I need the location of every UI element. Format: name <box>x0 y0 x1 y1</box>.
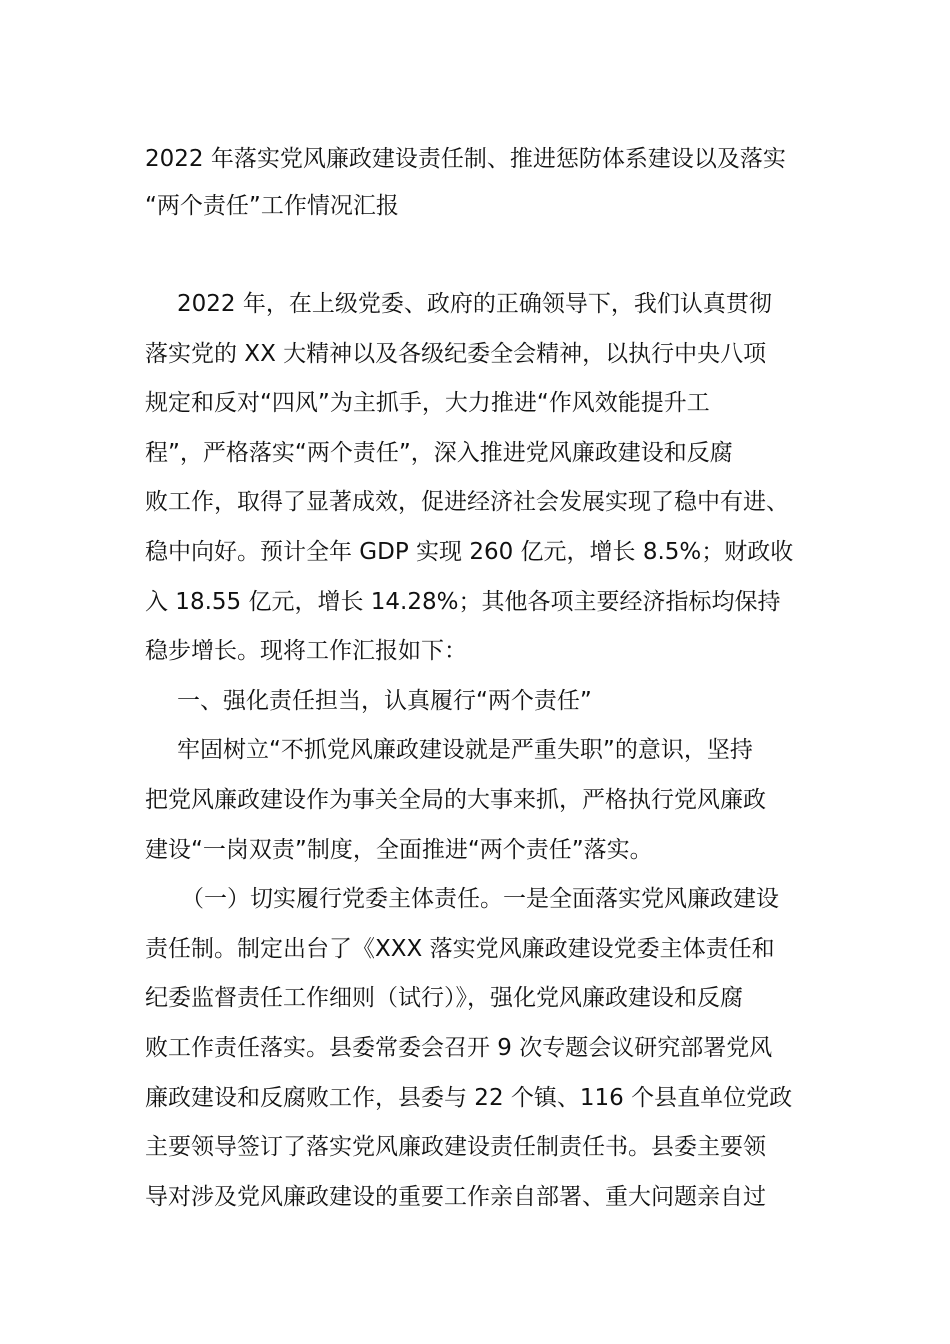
body-line: 廉政建设和反腐败工作，县委与 22 个镇、116 个县直单位党政 <box>145 1084 793 1111</box>
body-line: 建设“一岗双责”制度，全面推进“两个责任”落实。 <box>145 836 653 863</box>
body-line: 2022 年，在上级党委、政府的正确领导下，我们认真贯彻 <box>177 291 772 317</box>
body-line: 稳中向好。预计全年 GDP 实现 260 亿元，增长 8.5%；财政收 <box>145 538 794 565</box>
body-line: 导对涉及党风廉政建设的重要工作亲自部署、重大问题亲自过 <box>145 1183 766 1210</box>
section-heading: 一、强化责任担当，认真履行“两个责任” <box>177 687 592 714</box>
body-line: 稳步增长。现将工作汇报如下： <box>145 638 467 665</box>
body-line: 责任制。制定出台了《XXX 落实党风廉政建设党委主体责任和 <box>145 935 775 962</box>
subsection-line: （一）切实履行党委主体责任。一是全面落实党风廉政建设 <box>181 886 779 913</box>
title-line: “两个责任”工作情况汇报 <box>145 193 399 219</box>
body-line: 败工作责任落实。县委常委会召开 9 次专题会议研究部署党风 <box>145 1034 773 1061</box>
body-line: 纪委监督责任工作细则（试行）》，强化党风廉政建设和反腐 <box>145 985 743 1012</box>
body-line: 程”，严格落实“两个责任”，深入推进党风廉政建设和反腐 <box>145 439 733 466</box>
body-line: 入 18.55 亿元，增长 14.28%；其他各项主要经济指标均保持 <box>145 588 781 615</box>
body-line: 主要领导签订了落实党风廉政建设责任制责任书。县委主要领 <box>145 1134 766 1161</box>
body-line: 落实党的 XX 大精神以及各级纪委全会精神，以执行中央八项 <box>145 340 767 367</box>
title-line: 2022 年落实党风廉政建设责任制、推进惩防体系建设以及落实 <box>145 146 786 172</box>
document-body <box>145 280 815 1222</box>
body-line: 把党风廉政建设作为事关全局的大事来抓，严格执行党风廉政 <box>145 786 766 813</box>
body-line: 败工作，取得了显著成效，促进经济社会发展实现了稳中有进、 <box>145 489 789 516</box>
document-title <box>145 136 825 230</box>
body-line: 牢固树立“不抓党风廉政建设就是严重失职”的意识，坚持 <box>177 737 753 764</box>
body-line: 规定和反对“四风”为主抓手，大力推进“作风效能提升工 <box>145 390 710 417</box>
